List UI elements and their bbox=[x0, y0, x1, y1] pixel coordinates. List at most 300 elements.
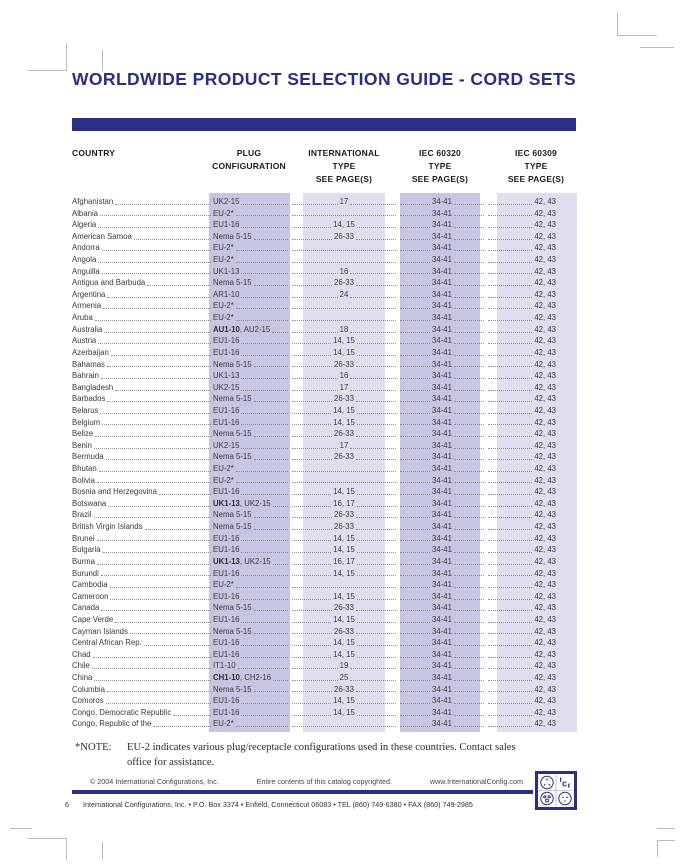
iec60320-pages: 34-41 bbox=[432, 626, 452, 636]
country-name: Cambodia bbox=[72, 580, 108, 590]
iec60320-cell bbox=[398, 300, 486, 312]
dot-leader bbox=[144, 645, 211, 646]
table-row bbox=[72, 359, 576, 371]
dot-leader bbox=[357, 494, 396, 495]
international-type-pages: 26-33 bbox=[334, 684, 354, 694]
iec60309-cell bbox=[486, 440, 576, 452]
iec60309-cell bbox=[486, 649, 576, 661]
country-cell bbox=[72, 556, 213, 568]
international-type-pages: 16 bbox=[339, 371, 349, 381]
iec60309-cell bbox=[486, 324, 576, 336]
plug-configuration-cell bbox=[213, 521, 290, 533]
iec60320-cell bbox=[398, 660, 486, 672]
country-cell bbox=[72, 672, 213, 684]
iec60309-cell bbox=[486, 347, 576, 359]
country-name: Bahrain bbox=[72, 371, 99, 381]
country-name: Cayman Islands bbox=[72, 626, 128, 636]
international-type-cell bbox=[290, 335, 398, 347]
table-row bbox=[72, 254, 576, 266]
international-type-cell bbox=[290, 242, 398, 254]
dot-leader bbox=[108, 506, 211, 507]
iec60320-cell bbox=[398, 533, 486, 545]
iec60320-cell bbox=[398, 568, 486, 580]
iec60309-cell bbox=[486, 277, 576, 289]
dot-leader bbox=[488, 599, 532, 600]
dot-leader bbox=[488, 726, 532, 727]
dot-leader bbox=[400, 599, 430, 600]
iec60309-pages: 42, 43 bbox=[534, 313, 556, 323]
table-row bbox=[72, 405, 576, 417]
iec60320-cell bbox=[398, 277, 486, 289]
dot-leader bbox=[488, 645, 532, 646]
plug-configuration: EU1-16 bbox=[213, 696, 240, 706]
iec60320-pages: 34-41 bbox=[432, 603, 452, 613]
dot-leader bbox=[236, 250, 288, 251]
dot-leader bbox=[292, 610, 332, 611]
dot-leader bbox=[454, 622, 484, 623]
international-type-pages: 14, 15 bbox=[333, 220, 355, 230]
plug-configuration-cell bbox=[213, 196, 290, 208]
country-name: Burundi bbox=[72, 568, 99, 578]
dot-leader bbox=[488, 703, 532, 704]
country-cell bbox=[72, 591, 213, 603]
dot-leader bbox=[454, 390, 484, 391]
country-name: Burma bbox=[72, 556, 95, 566]
country-name: Bhutan bbox=[72, 464, 97, 474]
iec60309-cell bbox=[486, 626, 576, 638]
country-name: Bosnia and Herzegovina bbox=[72, 487, 157, 497]
dot-leader bbox=[400, 424, 430, 425]
table-row bbox=[72, 242, 576, 254]
dot-leader bbox=[454, 424, 484, 425]
dot-leader bbox=[356, 459, 396, 460]
column-header-plug-configuration: PLUG CONFIGURATION bbox=[212, 148, 286, 171]
dot-leader bbox=[454, 715, 484, 716]
dot-leader bbox=[454, 343, 484, 344]
iec60309-pages: 42, 43 bbox=[534, 487, 556, 497]
international-type-cell bbox=[290, 359, 398, 371]
dot-leader bbox=[350, 332, 396, 333]
dot-leader bbox=[488, 285, 532, 286]
international-type-pages: 14, 15 bbox=[333, 696, 355, 706]
international-type-cell bbox=[290, 637, 398, 649]
country-cell bbox=[72, 266, 213, 278]
country-cell bbox=[72, 300, 213, 312]
plug-configuration: EU1-16 bbox=[213, 487, 240, 497]
dot-leader bbox=[488, 320, 532, 321]
dot-leader bbox=[488, 552, 532, 553]
dot-leader bbox=[488, 459, 532, 460]
iec60309-cell bbox=[486, 684, 576, 696]
dot-leader bbox=[350, 378, 396, 379]
dot-leader bbox=[454, 308, 484, 309]
dot-leader bbox=[98, 227, 211, 228]
plug-configuration-cell bbox=[213, 649, 290, 661]
iec60309-cell bbox=[486, 498, 576, 510]
table-row bbox=[72, 521, 576, 533]
iec60309-cell bbox=[486, 417, 576, 429]
dot-leader bbox=[454, 552, 484, 553]
iec60320-pages: 34-41 bbox=[432, 452, 452, 462]
dot-leader bbox=[107, 366, 211, 367]
dot-leader bbox=[153, 726, 211, 727]
dot-leader bbox=[454, 517, 484, 518]
table-row bbox=[72, 533, 576, 545]
table-row bbox=[72, 568, 576, 580]
dot-leader bbox=[292, 529, 332, 530]
plug-configuration: UK2-15 bbox=[213, 440, 240, 450]
iec60309-cell bbox=[486, 509, 576, 521]
international-type-cell bbox=[290, 463, 398, 475]
plug-configuration: Nema 5-15 bbox=[213, 452, 252, 462]
iec60309-cell bbox=[486, 254, 576, 266]
plug-configuration-cell bbox=[213, 451, 290, 463]
country-name: Botswana bbox=[72, 498, 107, 508]
dot-leader bbox=[488, 691, 532, 692]
iec60320-cell bbox=[398, 602, 486, 614]
plug-configuration-cell bbox=[213, 324, 290, 336]
iec60320-cell bbox=[398, 405, 486, 417]
plug-configuration: Nema 5-15 bbox=[213, 626, 252, 636]
iec60309-cell bbox=[486, 242, 576, 254]
dot-leader bbox=[357, 540, 396, 541]
iec60320-cell bbox=[398, 684, 486, 696]
country-name: Bulgaria bbox=[72, 545, 101, 555]
dot-leader bbox=[292, 273, 338, 274]
table-row bbox=[72, 417, 576, 429]
country-table bbox=[72, 193, 576, 732]
dot-leader bbox=[241, 575, 288, 576]
international-type-pages: 26-33 bbox=[334, 359, 354, 369]
country-name: Aruba bbox=[72, 313, 93, 323]
country-cell bbox=[72, 602, 213, 614]
table-row bbox=[72, 649, 576, 661]
crop-mark bbox=[102, 842, 103, 860]
plug-configuration-cell bbox=[213, 289, 290, 301]
table-row bbox=[72, 614, 576, 626]
dot-leader bbox=[292, 622, 331, 623]
international-type-cell bbox=[290, 707, 398, 719]
iec60320-pages: 34-41 bbox=[432, 591, 452, 601]
international-type-cell bbox=[290, 509, 398, 521]
dot-leader bbox=[357, 552, 396, 553]
plug-configuration-cell bbox=[213, 312, 290, 324]
dot-leader bbox=[356, 517, 396, 518]
dot-leader bbox=[454, 657, 484, 658]
dot-leader bbox=[292, 587, 396, 588]
iec60309-cell bbox=[486, 231, 576, 243]
plug-configuration-cell bbox=[213, 509, 290, 521]
country-name: Belgium bbox=[72, 417, 101, 427]
plug-configuration: IT1-10 bbox=[213, 661, 236, 671]
dot-leader bbox=[454, 413, 484, 414]
plug-configuration-cell bbox=[213, 463, 290, 475]
dot-leader bbox=[488, 471, 532, 472]
dot-leader bbox=[400, 332, 430, 333]
dot-leader bbox=[400, 691, 430, 692]
plug-configuration: EU-2* bbox=[213, 719, 234, 729]
iec60309-cell bbox=[486, 579, 576, 591]
iec60309-pages: 42, 43 bbox=[534, 510, 556, 520]
plug-configuration: EU-2* bbox=[213, 208, 234, 218]
dot-leader bbox=[400, 227, 430, 228]
dot-leader bbox=[101, 575, 211, 576]
international-type-cell bbox=[290, 626, 398, 638]
international-type-cell bbox=[290, 614, 398, 626]
dot-leader bbox=[488, 540, 532, 541]
dot-leader bbox=[350, 390, 396, 391]
international-type-cell bbox=[290, 347, 398, 359]
plug-configuration-cell bbox=[213, 417, 290, 429]
dot-leader bbox=[241, 657, 288, 658]
iec60309-cell bbox=[486, 370, 576, 382]
country-cell bbox=[72, 347, 213, 359]
company-address: International Configurations, Inc. • P.O. Box 3374 • Enfield, Connecticut 06083 • TEL (860) 749-6380 • FAX (860) 749-2985 bbox=[83, 800, 473, 809]
dot-leader bbox=[292, 599, 331, 600]
dot-leader bbox=[292, 215, 396, 216]
dot-leader bbox=[488, 482, 532, 483]
dot-leader bbox=[241, 645, 288, 646]
international-type-cell bbox=[290, 266, 398, 278]
table-row bbox=[72, 695, 576, 707]
dot-leader bbox=[292, 366, 332, 367]
country-name: Australia bbox=[72, 324, 103, 334]
international-type-pages: 26-33 bbox=[334, 626, 354, 636]
international-type-pages: 14, 15 bbox=[333, 417, 355, 427]
iec60320-pages: 34-41 bbox=[432, 347, 452, 357]
dot-leader bbox=[241, 378, 288, 379]
country-cell bbox=[72, 509, 213, 521]
international-type-cell bbox=[290, 579, 398, 591]
dot-leader bbox=[488, 250, 532, 251]
iec60320-cell bbox=[398, 509, 486, 521]
dot-leader bbox=[400, 726, 430, 727]
plug-configuration: UK1-13 bbox=[213, 266, 240, 276]
iec60309-pages: 42, 43 bbox=[534, 278, 556, 288]
iec60320-pages: 34-41 bbox=[432, 684, 452, 694]
plug-configuration-cell bbox=[213, 626, 290, 638]
dot-leader bbox=[357, 506, 396, 507]
iec60320-cell bbox=[398, 428, 486, 440]
iec60320-cell bbox=[398, 695, 486, 707]
plug-configuration-cell bbox=[213, 405, 290, 417]
dot-leader bbox=[356, 529, 396, 530]
dot-leader bbox=[357, 645, 396, 646]
dot-leader bbox=[400, 633, 430, 634]
dot-leader bbox=[400, 250, 430, 251]
dot-leader bbox=[454, 401, 484, 402]
plug-configuration-cell bbox=[213, 359, 290, 371]
dot-leader bbox=[454, 633, 484, 634]
iec60309-cell bbox=[486, 312, 576, 324]
iec60320-pages: 34-41 bbox=[432, 545, 452, 555]
crop-mark bbox=[640, 47, 674, 48]
plug-configuration-cell bbox=[213, 440, 290, 452]
iec60309-pages: 42, 43 bbox=[534, 440, 556, 450]
international-type-pages: 14, 15 bbox=[333, 347, 355, 357]
plug-configuration: EU-2* bbox=[213, 313, 234, 323]
dot-leader bbox=[350, 297, 396, 298]
iec60320-cell bbox=[398, 707, 486, 719]
dot-leader bbox=[292, 285, 332, 286]
plug-configuration: CH1-10, CH2-16 bbox=[213, 672, 272, 682]
plug-configuration-cell bbox=[213, 614, 290, 626]
table-row bbox=[72, 370, 576, 382]
international-type-cell bbox=[290, 428, 398, 440]
iec60320-cell bbox=[398, 242, 486, 254]
dot-leader bbox=[100, 215, 211, 216]
international-type-pages: 26-33 bbox=[334, 278, 354, 288]
dot-leader bbox=[241, 715, 288, 716]
plug-configuration-cell bbox=[213, 556, 290, 568]
iec60309-pages: 42, 43 bbox=[534, 672, 556, 682]
dot-leader bbox=[454, 726, 484, 727]
iec60309-pages: 42, 43 bbox=[534, 394, 556, 404]
table-row bbox=[72, 626, 576, 638]
iec60320-pages: 34-41 bbox=[432, 243, 452, 253]
dot-leader bbox=[400, 494, 430, 495]
plug-configuration: AU1-10, AU2-15 bbox=[213, 324, 271, 334]
table-row bbox=[72, 382, 576, 394]
country-name: Belarus bbox=[72, 405, 99, 415]
plug-configuration: Nema 5-15 bbox=[213, 231, 252, 241]
table-row bbox=[72, 591, 576, 603]
table-row bbox=[72, 347, 576, 359]
dot-leader bbox=[99, 471, 211, 472]
country-cell bbox=[72, 231, 213, 243]
international-type-cell bbox=[290, 405, 398, 417]
copyright-line bbox=[90, 777, 523, 786]
dot-leader bbox=[488, 657, 532, 658]
dot-leader bbox=[488, 587, 532, 588]
iec60309-cell bbox=[486, 359, 576, 371]
iec60320-pages: 34-41 bbox=[432, 278, 452, 288]
iec60320-pages: 34-41 bbox=[432, 556, 452, 566]
dot-leader bbox=[488, 448, 532, 449]
table-row bbox=[72, 660, 576, 672]
plug-configuration: EU-2* bbox=[213, 464, 234, 474]
dot-leader bbox=[400, 517, 430, 518]
dot-leader bbox=[400, 703, 430, 704]
country-name: Algeria bbox=[72, 220, 97, 230]
iec60309-pages: 42, 43 bbox=[534, 208, 556, 218]
dot-leader bbox=[350, 680, 396, 681]
iec60320-pages: 34-41 bbox=[432, 464, 452, 474]
dot-leader bbox=[292, 332, 338, 333]
country-name: Bermuda bbox=[72, 452, 104, 462]
iec60320-pages: 34-41 bbox=[432, 429, 452, 439]
dot-leader bbox=[357, 575, 396, 576]
iec60320-pages: 34-41 bbox=[432, 533, 452, 543]
plug-configuration-cell bbox=[213, 579, 290, 591]
dot-leader bbox=[97, 564, 211, 565]
international-type-pages: 14, 15 bbox=[333, 336, 355, 346]
country-cell bbox=[72, 533, 213, 545]
dot-leader bbox=[400, 587, 430, 588]
dot-leader bbox=[488, 355, 532, 356]
iec60320-cell bbox=[398, 231, 486, 243]
iec60320-pages: 34-41 bbox=[432, 672, 452, 682]
table-row bbox=[72, 231, 576, 243]
dot-leader bbox=[454, 355, 484, 356]
dot-leader bbox=[292, 668, 338, 669]
iec60309-pages: 42, 43 bbox=[534, 301, 556, 311]
dot-leader bbox=[292, 320, 396, 321]
dot-leader bbox=[115, 622, 211, 623]
dot-leader bbox=[357, 343, 396, 344]
table-row bbox=[72, 428, 576, 440]
dot-leader bbox=[241, 343, 288, 344]
dot-leader bbox=[357, 703, 396, 704]
iec60309-cell bbox=[486, 486, 576, 498]
dot-leader bbox=[97, 540, 211, 541]
dot-leader bbox=[454, 494, 484, 495]
dot-leader bbox=[241, 599, 288, 600]
dot-leader bbox=[292, 680, 338, 681]
dot-leader bbox=[273, 564, 288, 565]
iec60309-pages: 42, 43 bbox=[534, 661, 556, 671]
country-cell bbox=[72, 498, 213, 510]
iec60309-pages: 42, 43 bbox=[534, 255, 556, 265]
iec60309-pages: 42, 43 bbox=[534, 696, 556, 706]
table-row bbox=[72, 196, 576, 208]
dot-leader bbox=[100, 413, 211, 414]
dot-leader bbox=[292, 726, 396, 727]
country-cell bbox=[72, 196, 213, 208]
iec60320-cell bbox=[398, 324, 486, 336]
iec60320-cell bbox=[398, 649, 486, 661]
dot-leader bbox=[292, 401, 332, 402]
plug-configuration: EU-2* bbox=[213, 255, 234, 265]
iec60320-cell bbox=[398, 544, 486, 556]
footer-rule bbox=[72, 790, 533, 794]
dot-leader bbox=[95, 320, 211, 321]
dot-leader bbox=[115, 204, 211, 205]
dot-leader bbox=[102, 250, 211, 251]
country-name: Andorra bbox=[72, 243, 100, 253]
dot-leader bbox=[454, 285, 484, 286]
iec60320-cell bbox=[398, 579, 486, 591]
iec60320-cell bbox=[398, 626, 486, 638]
dot-leader bbox=[241, 297, 288, 298]
dot-leader bbox=[292, 703, 331, 704]
dot-leader bbox=[400, 320, 430, 321]
dot-leader bbox=[400, 448, 430, 449]
iec60309-pages: 42, 43 bbox=[534, 638, 556, 648]
iec60309-cell bbox=[486, 208, 576, 220]
dot-leader bbox=[357, 227, 396, 228]
country-name: Congo, Republic of the bbox=[72, 719, 152, 729]
iec60320-cell bbox=[398, 463, 486, 475]
crop-mark bbox=[657, 828, 675, 829]
dot-leader bbox=[400, 390, 430, 391]
iec60309-pages: 42, 43 bbox=[534, 324, 556, 334]
table-row bbox=[72, 475, 576, 487]
iec60320-cell bbox=[398, 393, 486, 405]
country-cell bbox=[72, 544, 213, 556]
dot-leader bbox=[454, 378, 484, 379]
iec60320-pages: 34-41 bbox=[432, 382, 452, 392]
dot-leader bbox=[488, 529, 532, 530]
international-type-cell bbox=[290, 312, 398, 324]
country-name: Bahamas bbox=[72, 359, 105, 369]
plug-configuration-cell bbox=[213, 637, 290, 649]
table-row bbox=[72, 509, 576, 521]
plug-configuration: Nema 5-15 bbox=[213, 684, 252, 694]
dot-leader bbox=[454, 204, 484, 205]
iec60320-pages: 34-41 bbox=[432, 487, 452, 497]
iec60320-pages: 34-41 bbox=[432, 289, 452, 299]
